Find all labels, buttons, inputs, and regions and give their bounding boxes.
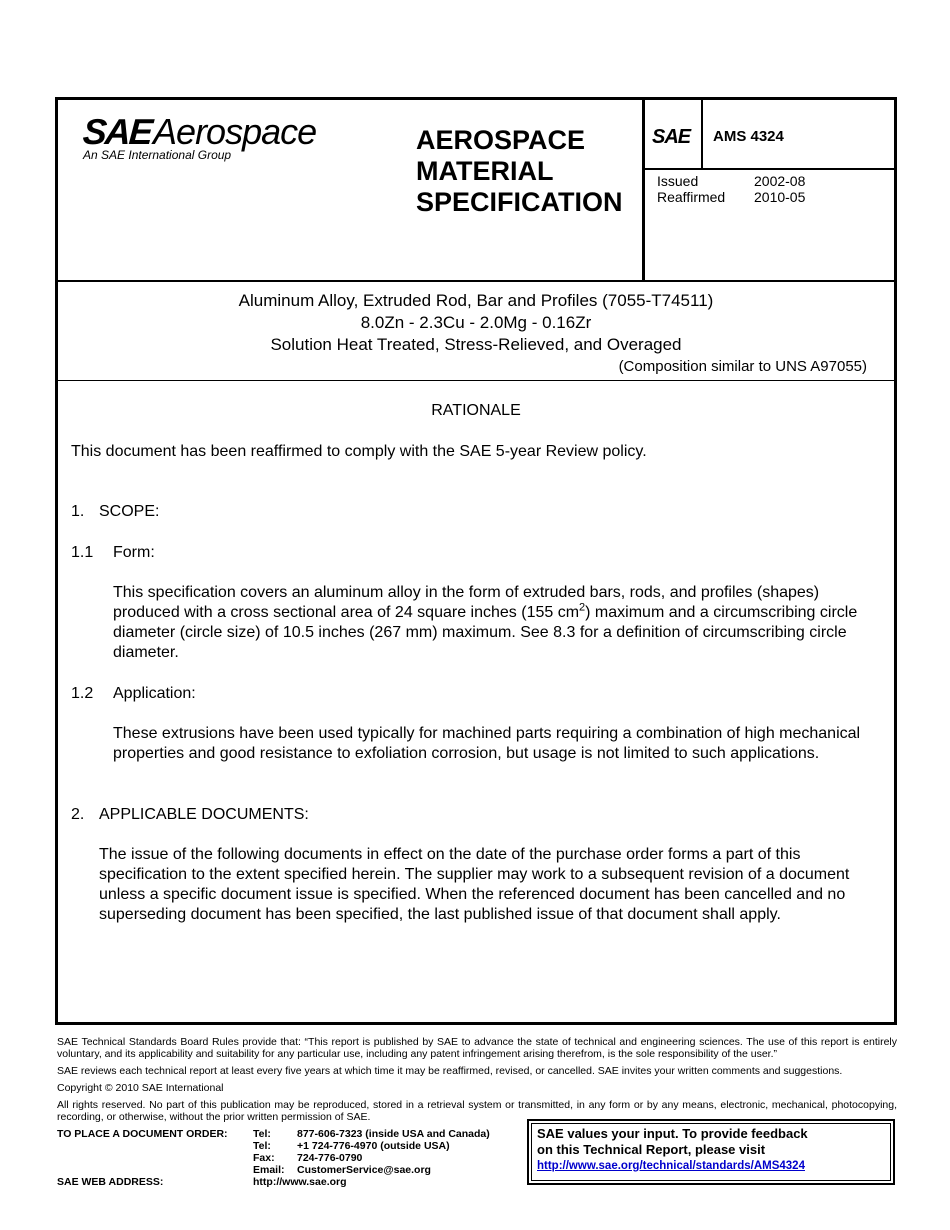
copyright: Copyright © 2010 SAE International [57,1082,224,1094]
subject-line: Solution Heat Treated, Stress-Relieved, and Overaged [270,335,682,354]
rationale-heading: RATIONALE [431,402,521,419]
section-number: 2. [71,806,85,823]
composition-note: (Composition similar to UNS A97055) [618,358,867,375]
section-heading [71,502,159,522]
logo-brand: SAE [81,111,153,152]
feedback-line: on this Technical Report, please visit [537,1142,766,1157]
doc-dates [657,173,805,205]
review-notice: SAE reviews each technical report at least every five years at which time it may be reaffirmed, revised, or cancelled. SAE invites your written comments and suggestions. [57,1065,843,1077]
paragraph: This specification covers an aluminum alloy in the form of extruded bars, rods, and profiles (shapes) produced with a cross sectional area of 24 square inches (155 $cm^2$) maximum and a circumscribing circle diameter (circle size) of 10.5 inches (267 mm) maximum. See 8.3 for a definition of circumscribing circle diameter. [113,584,858,661]
title-line: AEROSPACE [416,125,586,155]
phone-domestic[interactable]: 877-606-7323 (inside USA and Canada) [297,1128,490,1140]
web-link[interactable]: http://www.sae.org [253,1176,347,1188]
rationale-text: This document has been reaffirmed to comply with the SAE 5-year Review policy. [71,443,647,460]
header [58,100,894,282]
legal-notice: SAE Technical Standards Board Rules provide that: “This report is published by SAE to advance the state of technical and engineering sciences. The use of this report is entirely voluntary, and its applicability and suitability for any particular use, including any patent infringement arising therefrom, is the sole responsibility of the user.” [57,1036,897,1060]
sae-aerospace-logo [81,111,317,162]
document-type-title [416,125,623,218]
section-number: 1.1 [71,544,94,561]
reaffirmed-date: 2010-05 [754,189,806,205]
feedback-box [527,1119,895,1185]
section-title: Application: [113,685,196,702]
section-number: 1. [71,503,85,520]
title-line: SPECIFICATION [416,187,623,217]
document-frame [55,97,897,1025]
order-info: TO PLACE A DOCUMENT ORDER: Tel: 877-606-7323 (inside USA and Canada) Tel: +1 724-776-4970 (outside USA) Fax: 724-776-0790 Email: CustomerService@sae.org SAE WEB ADDRESS: http://www.sae.org [57,1128,490,1188]
rights-notice: All rights reserved. No part of this publication may be reproduced, stored in a retrieval system or transmitted, in any form or by any means, electronic, mechanical, photocopying, recording, or otherwise, without the prior written permission of SAE. [57,1099,897,1123]
logo-word: Aerospace [153,111,317,152]
subject-block [58,282,894,381]
web-label: SAE WEB ADDRESS: [57,1176,164,1188]
section-heading [71,805,309,825]
feedback-line: SAE values your input. To provide feedback [537,1126,808,1141]
sae-mini-logo: SAE [652,126,691,148]
email-link[interactable]: CustomerService@sae.org [297,1164,431,1176]
issued-date: 2002-08 [754,173,806,189]
issued-label: Issued [657,173,699,189]
fax-number: 724-776-0790 [297,1152,363,1164]
logo-subtitle: An SAE International Group [83,148,232,162]
reaffirmed-label: Reaffirmed [657,189,726,205]
order-label: TO PLACE A DOCUMENT ORDER: [57,1128,228,1140]
phone-international[interactable]: +1 724-776-4970 (outside USA) [297,1140,450,1152]
section-number: 1.2 [71,685,94,702]
section-title: APPLICABLE DOCUMENTS: [99,806,309,823]
section-title: SCOPE: [99,503,160,520]
section-title: Form: [113,544,155,561]
doc-id-block [642,100,897,280]
subsection-heading [71,684,196,704]
paragraph: The issue of the following documents in effect on the date of the purchase order forms a part of this specification to the extent specified herein. The supplier may work to a subsequent revision of a document unless a specific document issue is specified. When the referenced document has been cancelled and no superseding document has been specified, the last published issue of that document shall apply. [99,846,850,923]
subject-line: Aluminum Alloy, Extruded Rod, Bar and Profiles (7055-T74511) [238,291,714,310]
feedback-link[interactable]: http://www.sae.org/technical/standards/AMS4324 [537,1160,805,1172]
paragraph: These extrusions have been used typically for machined parts requiring a combination of high mechanical properties and good resistance to exfoliation corrosion, but usage is not limited to such applications. [113,725,861,762]
subject-line: 8.0Zn - 2.3Cu - 2.0Mg - 0.16Zr [360,313,592,332]
doc-number: AMS 4324 [713,128,784,145]
title-line: MATERIAL [416,156,554,186]
subsection-heading [71,543,155,563]
